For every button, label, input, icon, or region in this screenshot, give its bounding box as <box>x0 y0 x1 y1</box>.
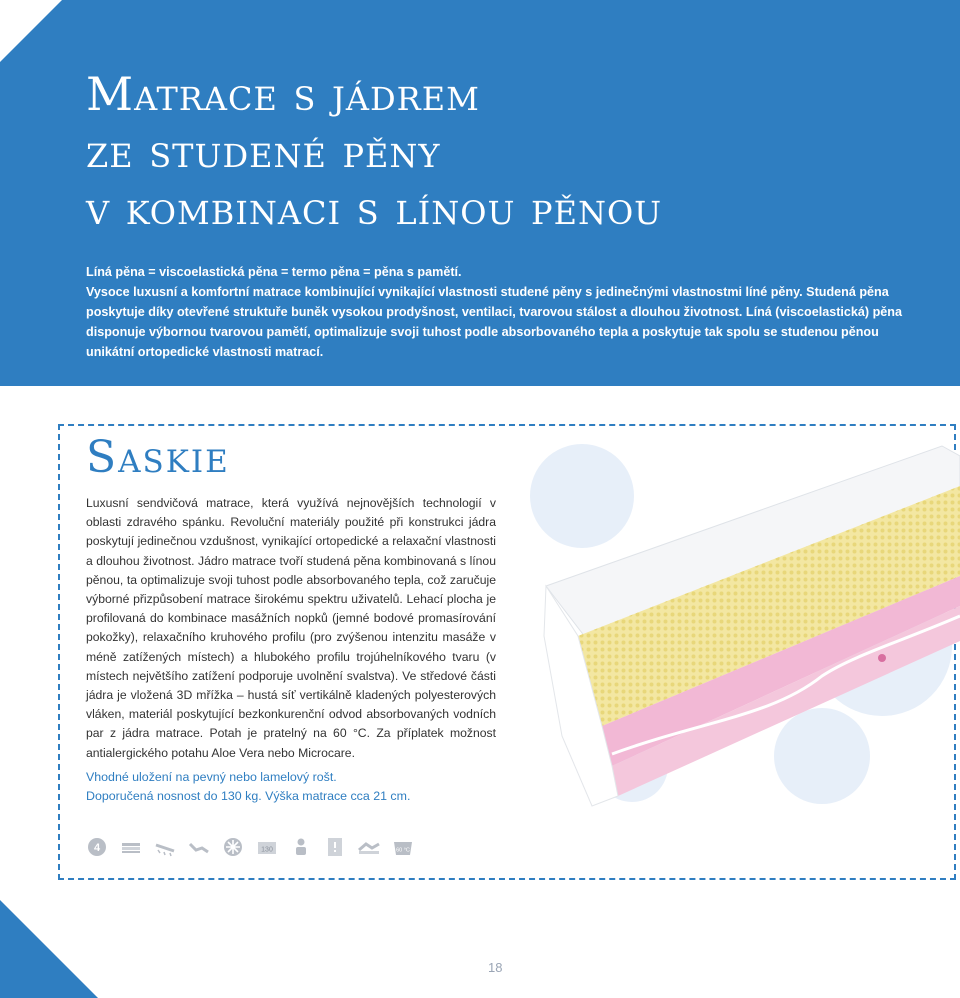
product-info-line-2: Doporučená nosnost do 130 kg. Výška matrace cca 21 cm. <box>86 789 411 803</box>
washable-60-icon <box>392 836 414 858</box>
feature-icons <box>86 836 414 858</box>
hero-corner-cut <box>0 0 62 62</box>
hardness-value: 4 <box>93 842 101 854</box>
weight-limit-icon <box>256 836 278 858</box>
product-info-line-1: Vhodné uložení na pevný nebo lamelový rošt. <box>86 770 337 784</box>
hardness-4-icon <box>86 836 108 858</box>
removable-cover-icon <box>324 836 346 858</box>
adjustable-bed-icon <box>188 836 210 858</box>
hero-lead-text <box>86 262 926 362</box>
product-description: Luxusní sendvičová matrace, která využívá nejnovějších technologií v oblasti zdravého spánku. Revoluční materiály použité při konstrukci jádra poskytují jedinečnou vzdušnost, vynikající ortopedické a relaxační vlastnosti a dlouhou životnost. Jádro matrace tvoří studená pěna kombinovaná s línou pěnou, ta optimalizuje svoji tuhost podle absorbovaného tepla, což zaručuje výborné přizpůsobení matrace širokému spektru uživatelů. Lehací plocha je profilovaná do kombinace masážních nopků (jemné bodové promasírování pokožky), relaxačního kruhového profilu (pro zvýšenou intenzitu masáže v méně zatížených místech) a hlubokého profilu trojúhelníkového tvaru (v místech největšího zatížení podporuje uvolnění svalstva). Ve středové části jádra je vložená 3D mřížka – hustá síť vertikálně kladených polyesterových vláken, materiál poskytující bezkonkurenční odvod absorbovaných vodních par z jádra matrace. Potah je pratelný na 60 °C. Za příplatek možnost antialergického potahu Aloe Vera nebo Microcare. <box>86 496 496 760</box>
hero-lead-line-1: Líná pěna = viscoelastická pěna = termo pěna = pěna s pamětí. <box>86 265 462 279</box>
bottom-corner-triangle <box>0 900 98 998</box>
hero-lead-line-2: Vysoce luxusní a komfortní matrace kombinující vynikající vlastnosti studené pěny s jedinečnými vlastnostmi líné pěny. Studená pěna poskytuje díky otevřené struktuře buněk vysokou prodyšnost, ventilaci, tvarovou stálost a dlouhou životnost. Líná (viscoelastická) pěna disponuje výbornou tvarovou pamětí, optimalizuje svoji tuhost podle absorbovaného tepla a poskytuje tak spolu se studenou pěnou unikátní ortopedické vlastnosti matrací. <box>86 285 902 359</box>
hero-banner <box>0 0 960 386</box>
weight-limit-value: 130 <box>261 846 273 854</box>
mattress-image <box>522 436 960 816</box>
washable-temp: 60 °C <box>396 847 410 854</box>
zip-cover-icon <box>358 836 380 858</box>
hero-title-line-2: ze studené pěny <box>86 124 441 178</box>
hero-title-line-1: Matrace s jádrem <box>86 67 480 121</box>
user-icon <box>290 836 312 858</box>
hero-title <box>86 66 926 237</box>
product-info <box>86 768 496 806</box>
product-title: Saskie <box>86 432 230 483</box>
cover-layers-icon <box>120 836 142 858</box>
hero-title-line-3: v kombinaci s línou pěnou <box>86 181 663 235</box>
page-number: 18 <box>488 960 503 975</box>
slatted-base-icon <box>154 836 176 858</box>
ventilation-icon <box>222 836 244 858</box>
